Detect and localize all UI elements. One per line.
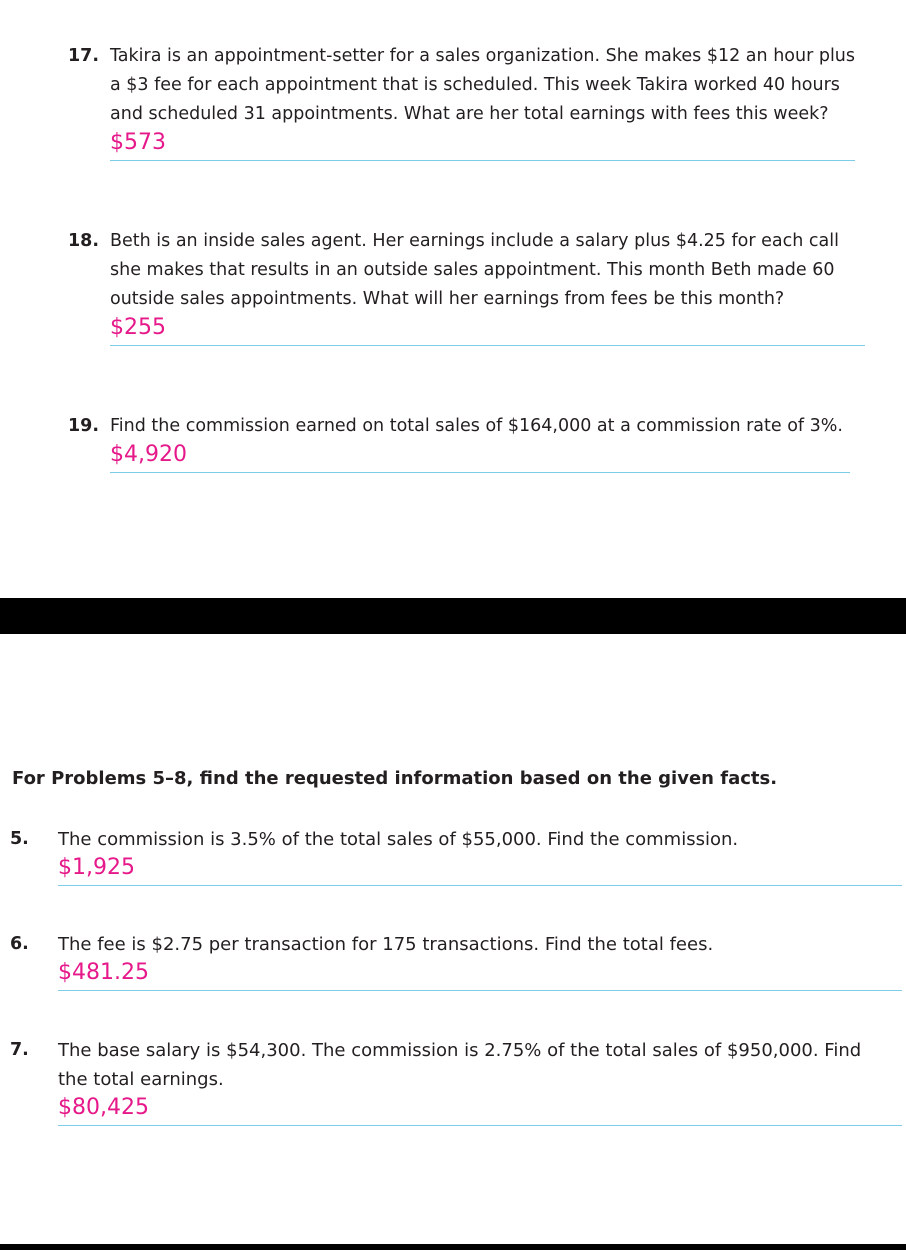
problem-number: 6. xyxy=(10,934,29,954)
problem-text: Find the commission earned on total sales of $164,000 at a commission rate of 3%. xyxy=(110,416,843,436)
answer-line xyxy=(58,1094,902,1126)
problem-number: 18. xyxy=(68,231,100,251)
problem-text: Beth is an inside sales agent. Her earnings include a salary plus $4.25 for each call she makes that results in an outside sales appointment. This month Beth made 60 outside sales appointments. What will her earnings from fees be this month? xyxy=(110,231,839,309)
black-separator-band xyxy=(0,598,906,634)
answer-line xyxy=(58,959,902,991)
answer-line xyxy=(110,314,865,346)
problem-number: 19. xyxy=(68,416,100,436)
answer-line xyxy=(110,129,855,161)
section-instructions: For Problems 5–8, find the requested information based on the given facts. xyxy=(12,768,778,789)
problem-18 xyxy=(68,227,868,346)
answer-line xyxy=(110,441,850,473)
answer-value: $80,425 xyxy=(58,1095,149,1120)
bottom-black-edge xyxy=(0,1244,906,1250)
problem-text: The commission is 3.5% of the total sales of $55,000. Find the commission. xyxy=(58,829,739,850)
problem-text: Takira is an appointment-setter for a sales organization. She makes $12 an hour plus a $3 fee for each appointment that is scheduled. This week Takira worked 40 hours and scheduled 31 appointments. What are her total earnings with fees this week? xyxy=(110,46,856,124)
problem-6 xyxy=(10,930,902,991)
problem-17 xyxy=(68,42,868,161)
problem-7 xyxy=(10,1036,902,1126)
problem-number: 17. xyxy=(68,46,100,66)
answer-value: $255 xyxy=(110,315,166,340)
problem-5 xyxy=(10,825,902,886)
problem-19 xyxy=(68,412,868,473)
problem-number: 5. xyxy=(10,829,29,849)
problem-number: 7. xyxy=(10,1040,29,1060)
problem-text: The fee is $2.75 per transaction for 175 transactions. Find the total fees. xyxy=(58,934,714,955)
answer-value: $1,925 xyxy=(58,855,135,880)
problem-text: The base salary is $54,300. The commission is 2.75% of the total sales of $950,000. Find the total earnings. xyxy=(58,1040,862,1090)
answer-value: $573 xyxy=(110,130,166,155)
answer-value: $4,920 xyxy=(110,442,187,467)
answer-value: $481.25 xyxy=(58,960,149,985)
answer-line xyxy=(58,854,902,886)
